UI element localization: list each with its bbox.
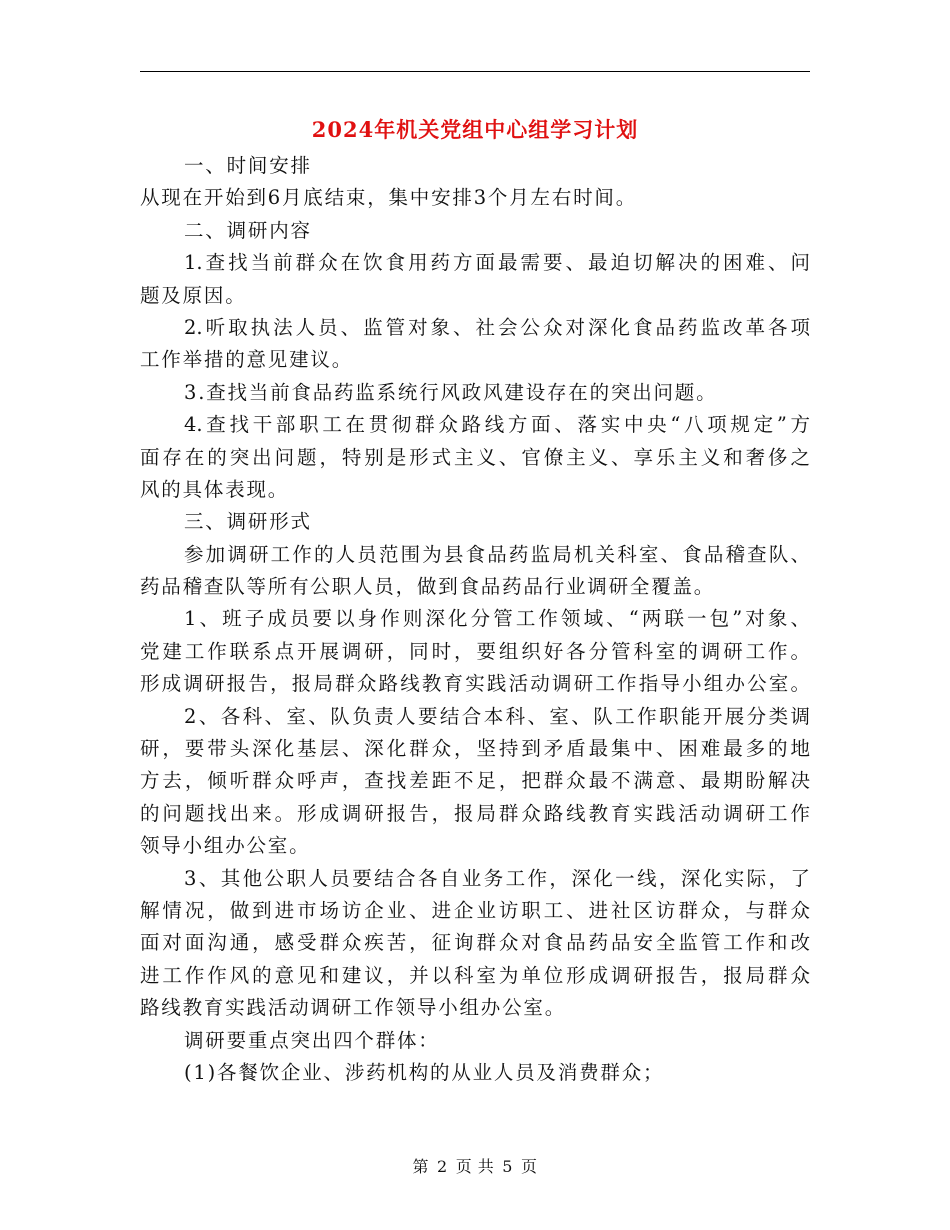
paragraph-line: 1、班子成员要以身作则深化分管工作领域、“两联一包”对象、	[184, 607, 810, 631]
section-heading: 三、调研形式	[184, 510, 312, 534]
total-pages: 5	[502, 1157, 513, 1176]
header-rule	[140, 71, 810, 72]
document-title: 2024年机关党组中心组学习计划	[311, 117, 639, 142]
paragraph-line: 研，要带头深化基层、深化群众，坚持到矛盾最集中、困难最多的地	[140, 737, 810, 761]
section-heading: 二、调研内容	[184, 218, 312, 242]
page-footer	[0, 1154, 950, 1177]
list-item: (1)各餐饮企业、涉药机构的从业人员及消费群众；	[184, 1060, 665, 1084]
paragraph-line: 形成调研报告，报局群众路线教育实践活动调研工作指导小组办公室。	[140, 672, 810, 696]
paragraph-line: 方去，倾听群众呼声，查找差距不足，把群众最不满意、最期盼解决	[140, 769, 810, 793]
paragraph-line: 3、其他公职人员要结合各自业务工作，深化一线，深化实际，了	[184, 866, 810, 890]
paragraph-line: 风的具体表现。	[140, 477, 290, 501]
document-body	[140, 150, 810, 1089]
paragraph-line: 调研要重点突出四个群体：	[184, 1028, 440, 1052]
paragraph-line: 2.听取执法人员、监管对象、社会公众对深化食品药监改革各项	[184, 315, 810, 339]
paragraph-line: 面对面沟通，感受群众疾苦，征询群众对食品药品安全监管工作和改	[140, 931, 810, 955]
paragraph-line: 面存在的突出问题，特别是形式主义、官僚主义、享乐主义和奢侈之	[140, 445, 810, 469]
paragraph-line: 参加调研工作的人员范围为县食品药监局机关科室、食品稽查队、	[184, 542, 810, 566]
paragraph-line: 进工作作风的意见和建议，并以科室为单位形成调研报告，报局群众	[140, 963, 810, 987]
footer-suffix: 页	[520, 1157, 538, 1176]
paragraph-line: 解情况，做到进市场访企业、进企业访职工、进社区访群众，与群众	[140, 898, 810, 922]
paragraph-line: 党建工作联系点开展调研，同时，要组织好各分管科室的调研工作。	[140, 639, 810, 663]
paragraph-line: 路线教育实践活动调研工作领导小组办公室。	[140, 996, 567, 1020]
paragraph-line: 药品稽查队等所有公职人员，做到食品药品行业调研全覆盖。	[140, 575, 716, 599]
section-heading: 一、时间安排	[184, 154, 312, 177]
paragraph-line: 的问题找出来。形成调研报告，报局群众路线教育实践活动调研工作	[140, 801, 810, 825]
page-number: 2	[437, 1157, 448, 1176]
paragraph-line: 从现在开始到6月底结束，集中安排3个月左右时间。	[140, 186, 638, 210]
footer-prefix: 第	[412, 1157, 430, 1176]
paragraph-line: 工作举措的意见建议。	[140, 348, 354, 372]
footer-middle: 页 共	[455, 1157, 495, 1176]
paragraph-line: 3.查找当前食品药监系统行风政风建设存在的突出问题。	[184, 380, 718, 404]
paragraph-line: 4.查找干部职工在贯彻群众路线方面、落实中央“八项规定”方	[184, 413, 810, 437]
paragraph-line: 题及原因。	[140, 283, 247, 307]
paragraph-line: 2、各科、室、队负责人要结合本科、室、队工作职能开展分类调	[184, 704, 810, 728]
paragraph-line: 1.查找当前群众在饮食用药方面最需要、最迫切解决的困难、问	[184, 251, 810, 275]
paragraph-line: 领导小组办公室。	[140, 834, 311, 858]
